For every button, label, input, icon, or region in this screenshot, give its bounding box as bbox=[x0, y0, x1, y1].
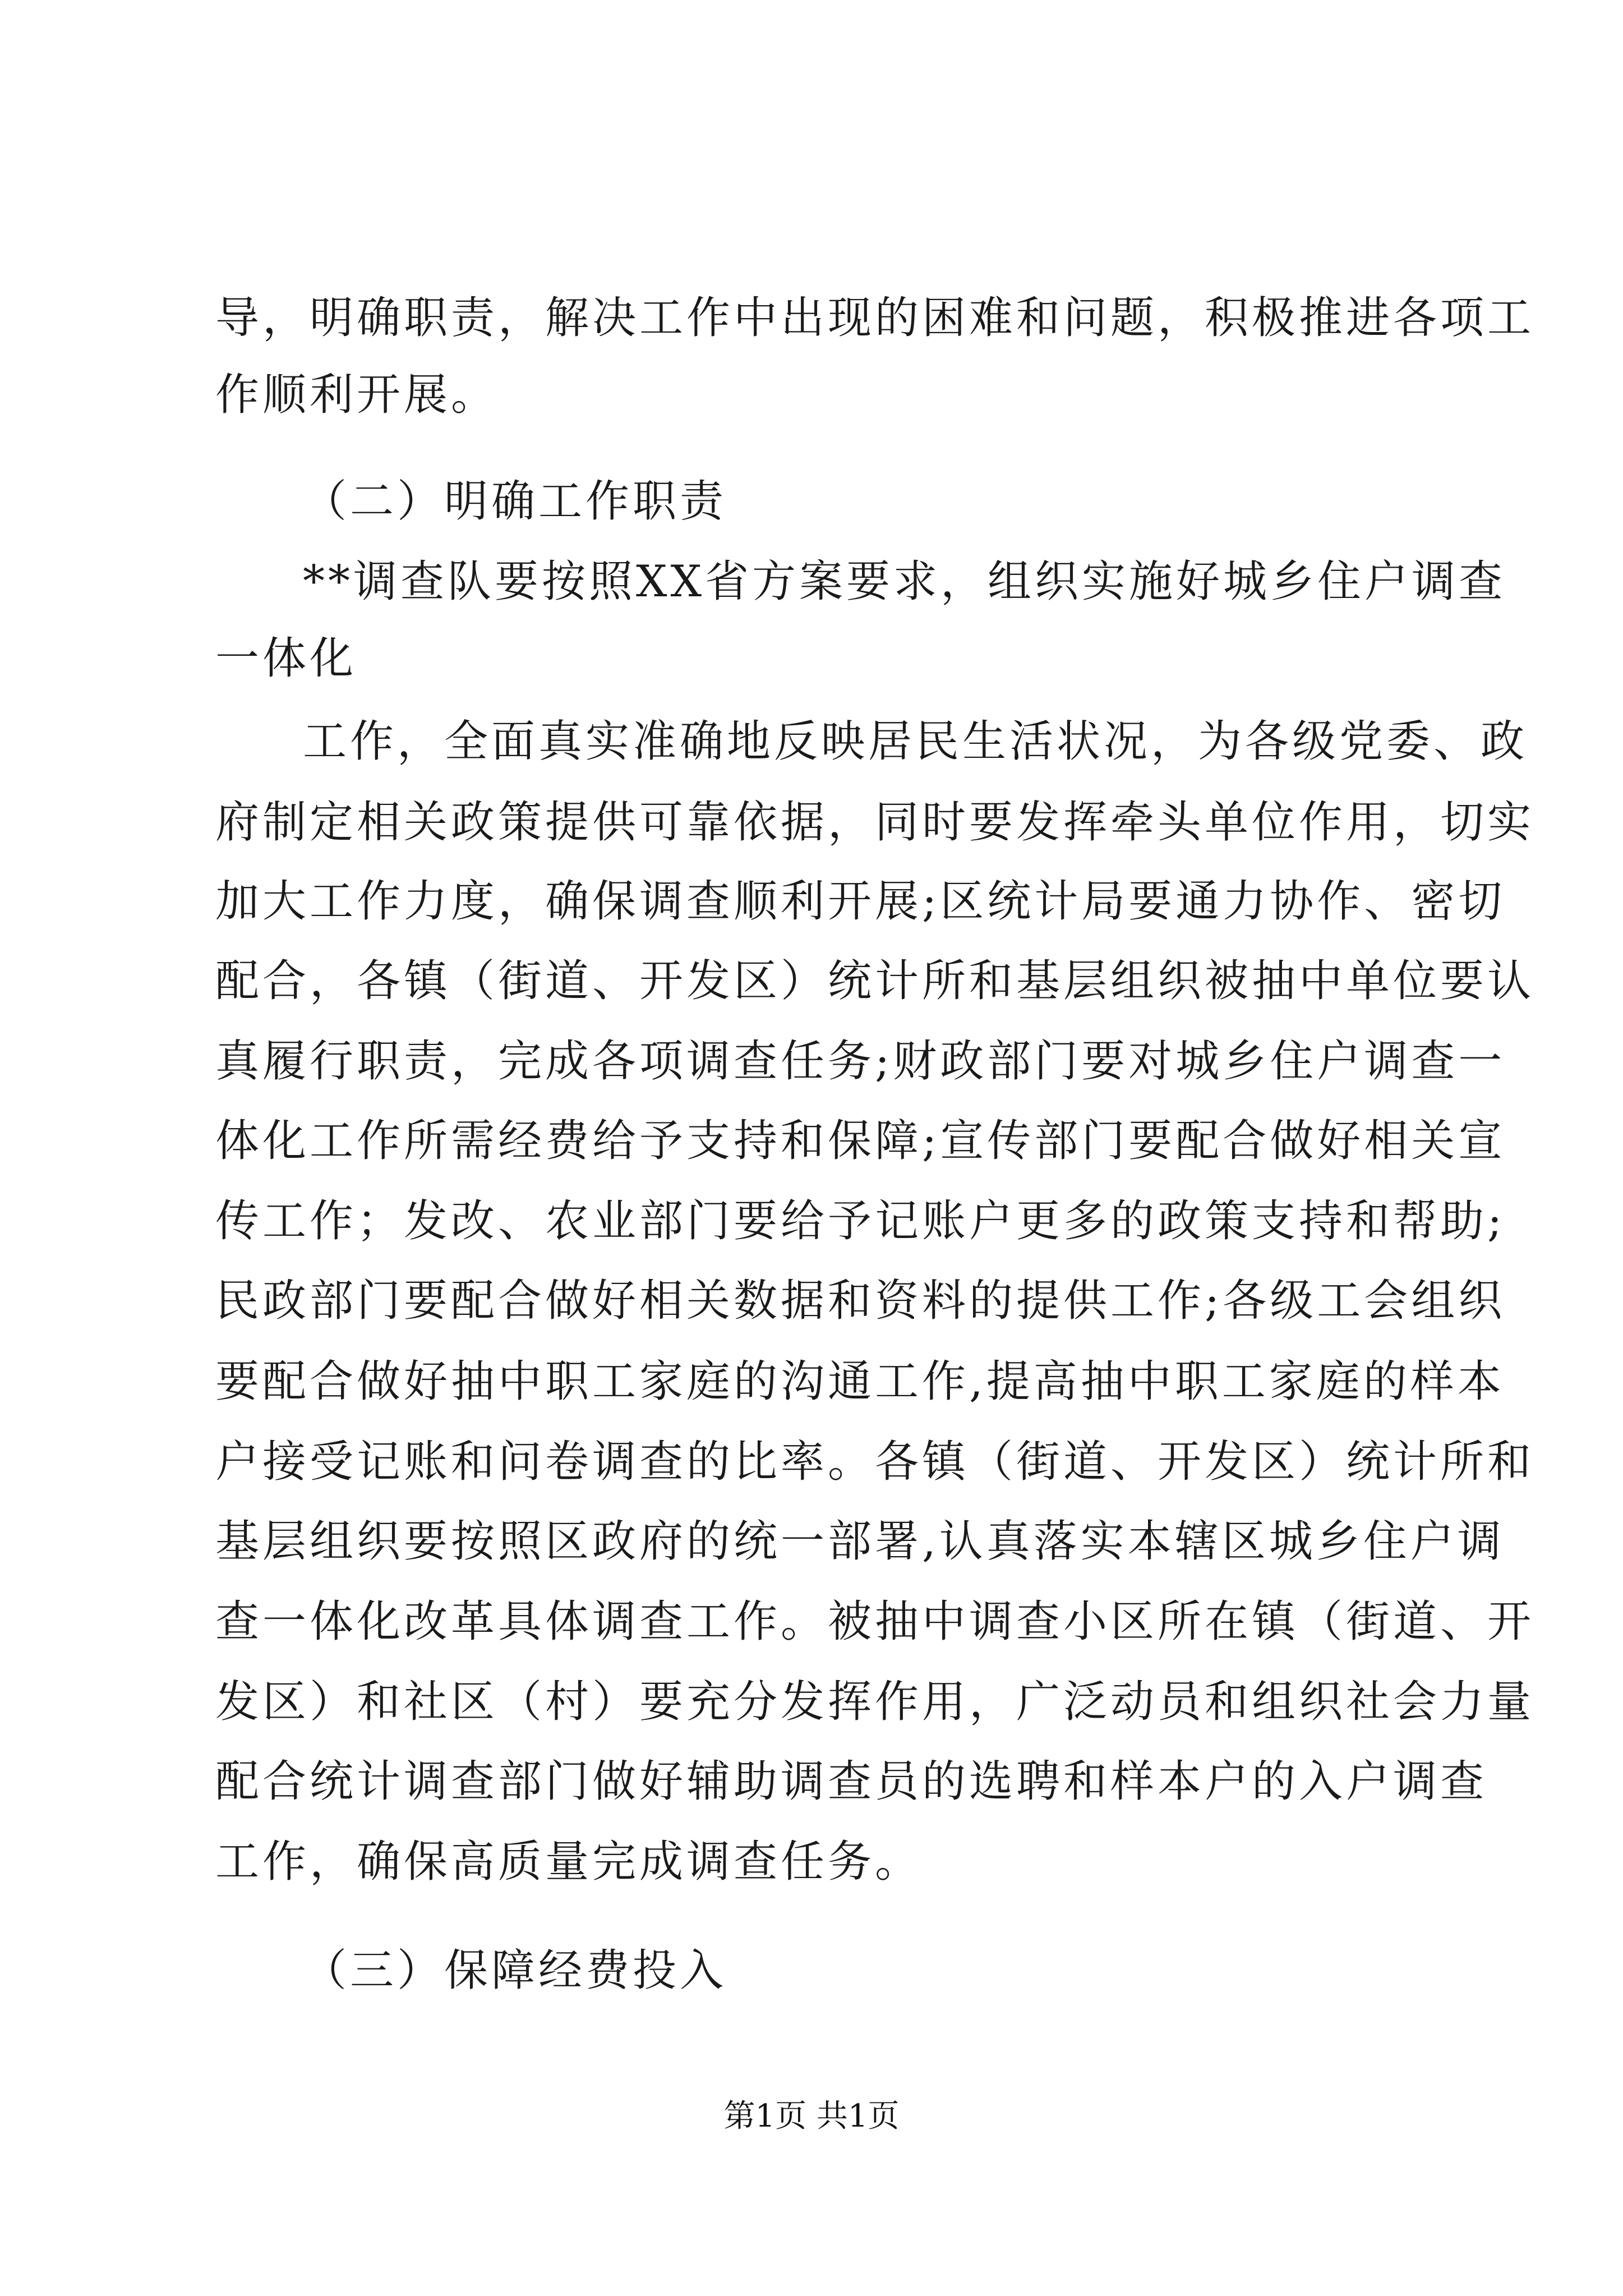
body-text-line: 作顺利开展。 bbox=[215, 370, 499, 420]
body-text-line: 工作，确保高质量完成调查任务。 bbox=[215, 1837, 923, 1887]
body-text-line: 要配合做好抽中职工家庭的沟通工作,提高抽中职工家庭的样本 bbox=[215, 1356, 1505, 1407]
body-text-line: 府制定相关政策提供可靠依据，同时要发挥牵头单位作用，切实 bbox=[215, 797, 1535, 848]
page-footer: 第1页 共1页 bbox=[723, 2098, 900, 2134]
body-text-line: 传工作；发改、农业部门要给予记账户更多的政策支持和帮助; bbox=[215, 1196, 1506, 1246]
body-text-line: 体化工作所需经费给予支持和保障;宣传部门要配合做好相关宣 bbox=[215, 1116, 1506, 1166]
section-heading: （三）保障经费投入 bbox=[303, 1945, 727, 1996]
section-heading: （二）明确工作职责 bbox=[303, 476, 727, 527]
body-text-line: 配合，各镇（街道、开发区）统计所和基层组织被抽中单位要认 bbox=[215, 956, 1535, 1006]
body-text-line: 查一体化改革具体调查工作。被抽中调查小区所在镇（街道、开 bbox=[215, 1596, 1535, 1647]
body-text-line: 真履行职责，完成各项调查任务;财政部门要对城乡住户调查一 bbox=[215, 1036, 1506, 1087]
body-text-line: 导，明确职责，解决工作中出现的困难和问题，积极推进各项工 bbox=[215, 293, 1535, 343]
body-text-line: 工作，全面真实准确地反映居民生活状况，为各级党委、政 bbox=[303, 716, 1528, 767]
body-text-line: 发区）和社区（村）要充分发挥作用，广泛动员和组织社会力量 bbox=[215, 1677, 1535, 1727]
body-text-line: 配合统计调查部门做好辅助调查员的选聘和样本户的入户调查 bbox=[215, 1756, 1488, 1807]
body-text-line: 加大工作力度，确保调查顺利开展;区统计局要通力协作、密切 bbox=[215, 876, 1506, 927]
body-text-line: 民政部门要配合做好相关数据和资料的提供工作;各级工会组织 bbox=[215, 1276, 1506, 1326]
body-text-line: 基层组织要按照区政府的统一部署,认真落实本辖区城乡住户调 bbox=[215, 1516, 1505, 1567]
body-text-line: 户接受记账和问卷调查的比率。各镇（街道、开发区）统计所和 bbox=[215, 1437, 1535, 1487]
body-text-line: **调查队要按照XX省方案要求，组织实施好城乡住户调查 bbox=[303, 556, 1506, 607]
body-text-line: 一体化 bbox=[215, 633, 357, 684]
